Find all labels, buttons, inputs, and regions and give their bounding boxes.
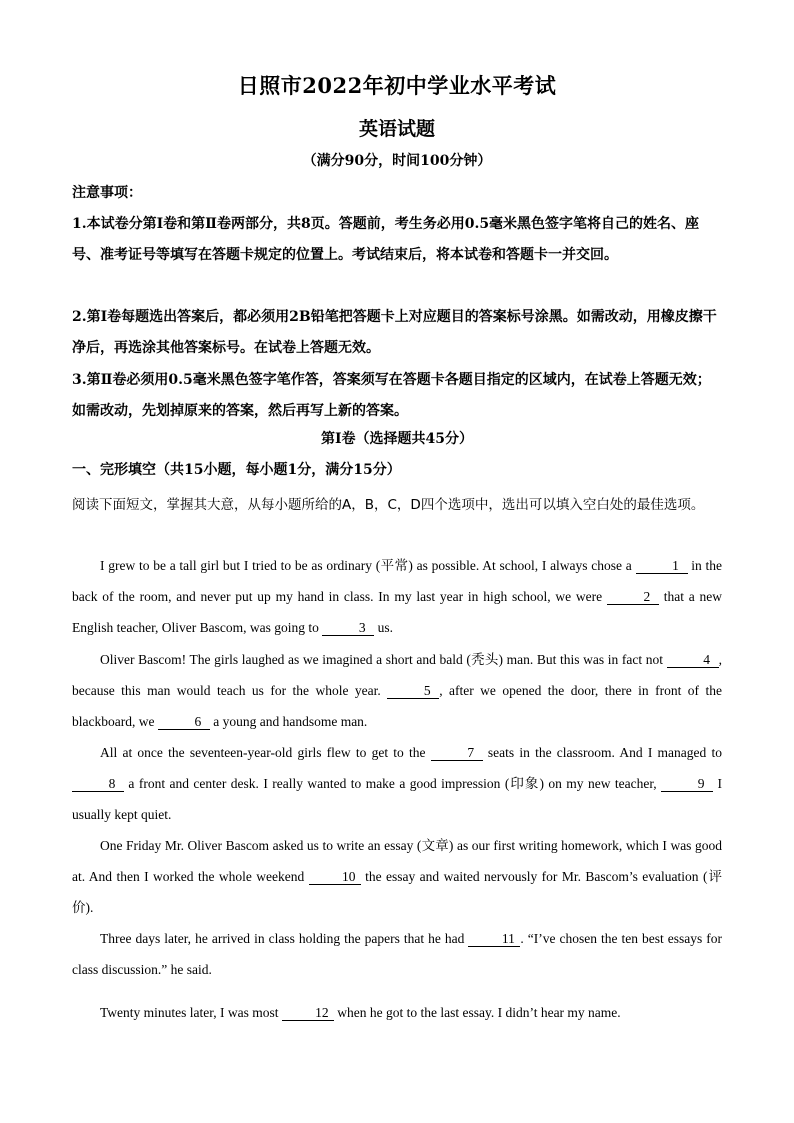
blank-10[interactable]: 10 [309, 870, 361, 885]
passage-paragraph-2 [72, 644, 722, 737]
text-run: seats in the classroom. And I managed to [482, 745, 722, 760]
text-run: us. [374, 620, 394, 635]
note-item-2 [72, 302, 722, 364]
part1-title: 第Ⅰ卷（选择题共45分） [320, 431, 474, 447]
text-run: in the back of the room, and never put up my hand in class. In my last year in high school, we were [72, 558, 722, 604]
text-run: Three days later, he arrived in class holding the papers that he had [100, 931, 469, 946]
passage-paragraph-1 [72, 550, 722, 643]
blank-2[interactable]: 2 [607, 590, 659, 605]
blank-7[interactable]: 7 [431, 746, 483, 761]
text-run: that a new English teacher, Oliver Bascom, was going to [72, 589, 722, 635]
exam-title: 日照市2022年初中学业水平考试 [237, 73, 557, 98]
blank-6[interactable]: 6 [158, 715, 210, 730]
score-time: （满分90分，时间100分钟） [302, 153, 492, 169]
section-cloze-title: 一、完形填空（共15小题，每小题1分，满分15分） [72, 462, 401, 478]
passage-paragraph-3 [72, 737, 722, 830]
text-run: I usually kept quiet. [72, 776, 722, 822]
text-run: One Friday Mr. Oliver Bascom asked us to write an essay (文章) as our first writing homework, which I was good at. And then I worked the whole weekend [72, 838, 722, 884]
cloze-instructions: 阅读下面短文，掌握其大意，从每小题所给的A，B，C，D四个选项中，选出可以填入空白处的最佳选项。 [72, 497, 705, 513]
note-item-1-text: 1.本试卷分第Ⅰ卷和第Ⅱ卷两部分，共8页。答题前，考生务必用0.5毫米黑色签字笔将自己的姓名、座号、准考证号等填写在答题卡规定的位置上。考试结束后，将本试卷和答题卡一并交回。 [72, 216, 700, 263]
note-item-3-text: 3.第Ⅱ卷必须用0.5毫米黑色签字笔作答，答案须写在答题卡各题目指定的区域内，在试卷上答题无效；如需改动，先划掉原来的答案，然后再写上新的答案。 [72, 372, 711, 419]
blank-5[interactable]: 5 [387, 684, 439, 699]
passage-paragraph-5 [72, 923, 722, 985]
text-run: , after we opened the door, there in front of the blackboard, we [72, 683, 722, 729]
text-run: . “I’ve chosen the ten best essays for class discussion.” he said. [72, 931, 722, 977]
text-run: I grew to be a tall girl but I tried to be as ordinary (平常) as possible. At school, I always chose a [100, 558, 636, 573]
text-run: the essay and waited nervously for Mr. Bascom’s evaluation (评价). [72, 869, 722, 915]
blank-12[interactable]: 12 [282, 1006, 334, 1021]
text-run: , because this man would teach us for the whole year. [72, 652, 722, 698]
exam-subject: 英语试题 [358, 118, 435, 140]
note-item-3 [72, 365, 722, 427]
blank-1[interactable]: 1 [636, 559, 688, 574]
blank-11[interactable]: 11 [468, 932, 520, 947]
note-item-1 [72, 209, 722, 271]
blank-8[interactable]: 8 [72, 777, 124, 792]
blank-4[interactable]: 4 [667, 653, 719, 668]
text-run: Twenty minutes later, I was most [100, 1005, 282, 1020]
blank-3[interactable]: 3 [322, 621, 374, 636]
text-run: a young and handsome man. [209, 714, 368, 729]
text-run: when he got to the last essay. I didn’t hear my name. [333, 1005, 621, 1020]
passage-paragraph-6 [72, 997, 722, 1028]
text-run: All at once the seventeen-year-old girls flew to get to the [100, 745, 431, 760]
notes-heading: 注意事项： [72, 185, 142, 201]
note-item-2-text: 2.第Ⅰ卷每题选出答案后，都必须用2B铅笔把答题卡上对应题目的答案标号涂黑。如需改动，用橡皮擦干净后，再选涂其他答案标号。在试卷上答题无效。 [72, 309, 717, 356]
text-run: a front and center desk. I really wanted to make a good impression (印象) on my new teacher, [124, 776, 662, 791]
text-run: Oliver Bascom! The girls laughed as we imagined a short and bald (秃头) man. But this was in fact not [100, 652, 667, 667]
passage-paragraph-4 [72, 830, 722, 923]
blank-9[interactable]: 9 [661, 777, 713, 792]
